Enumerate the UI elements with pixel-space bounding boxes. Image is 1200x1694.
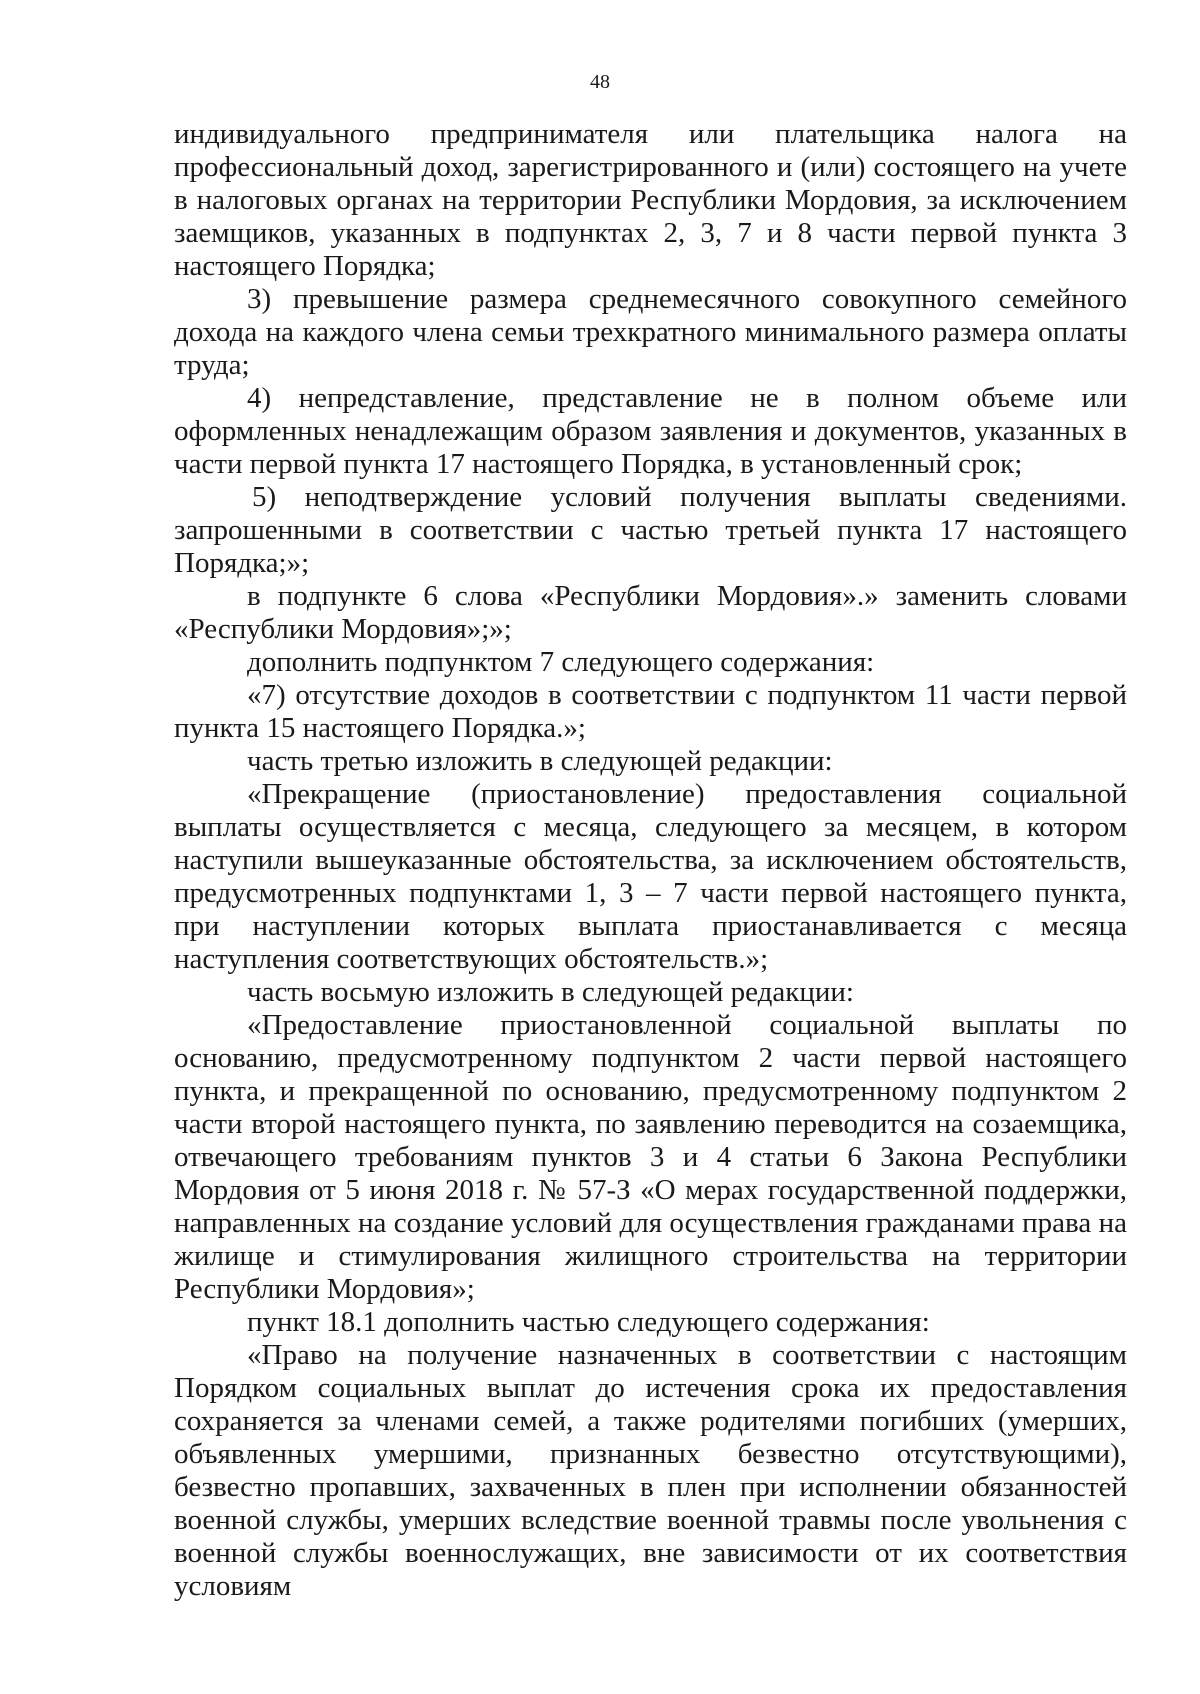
paragraph-item-3: 3) превышение размера среднемесячного совокупного семейного дохода на каждого члена семьи трехкратного минимального размера оплаты труда; (174, 283, 1127, 381)
paragraph-part-three-text: «Прекращение (приостановление) предоставления социальной выплаты осуществляется с месяца, следующего за месяцем, в котором наступили вышеуказанные обстоятельства, за исключением обстоятельств, предусмотренных подпунктами 1, 3 – 7 части первой настоящего пункта, при наступлении которых выплата приостанавливается с месяца наступления соответствующих обстоятельств.»; (174, 778, 1127, 975)
paragraph-item-18-1-text: «Право на получение назначенных в соответствии с настоящим Порядком социальных выплат до истечения срока их предоставления сохраняется за членами семей, а также родителями погибших (умерших, объявленных умершими, признанных безвестно отсутствующими), безвестно пропавших, захваченных в плен при исполнении обязанностей военной службы, умерших вследствие военной травмы после увольнения с военной службы военнослужащих, вне зависимости от их соответствия условиям (174, 1339, 1127, 1602)
paragraph-subitem-6-amendment: в подпункте 6 слова «Республики Мордовия».» заменить словами «Республики Мордовия»;»; (174, 580, 1127, 645)
paragraph-part-eight-text: «Предоставление приостановленной социальной выплаты по основанию, предусмотренному подпунктом 2 части первой настоящего пункта, и прекращенной по основанию, предусмотренному подпунктом 2 части второй настоящего пункта, по заявлению переводится на созаемщика, отвечающего требованиям пунктов 3 и 4 статьи 6 Закона Республики Мордовия от 5 июня 2018 г. № 57-З «О мерах государственной поддержки, направленных на создание условий для осуществления гражданами права на жилище и стимулирования жилищного строительства на территории Республики Мордовия»; (174, 1009, 1127, 1305)
page-number: 48 (590, 71, 610, 93)
document-body (174, 118, 1127, 1603)
paragraph-item-5: 5) неподтверждение условий получения выплаты сведениями. запрошенными в соответствии с частью третьей пункта 17 настоящего Порядка;»; (174, 481, 1127, 579)
paragraph-add-subitem-7: дополнить подпунктом 7 следующего содержания: (247, 646, 875, 678)
paragraph-continuation: индивидуального предпринимателя или плательщика налога на профессиональный доход, зарегистрированного и (или) состоящего на учете в налоговых органах на территории Республики Мордовия, за исключением заемщиков, указанных в подпунктах 2, 3, 7 и 8 части первой пункта 3 настоящего Порядка; (174, 118, 1127, 282)
paragraph-subitem-7-text: «7) отсутствие доходов в соответствии с подпунктом 11 части первой пункта 15 настоящего Порядка.»; (174, 679, 1127, 744)
paragraph-part-three-heading: часть третью изложить в следующей редакции: (247, 745, 833, 777)
paragraph-item-18-1-heading: пункт 18.1 дополнить частью следующего содержания: (247, 1306, 930, 1338)
paragraph-item-4: 4) непредставление, представление не в полном объеме или оформленных ненадлежащим образом заявления и документов, указанных в части первой пункта 17 настоящего Порядка, в установленный срок; (174, 382, 1127, 480)
paragraph-part-eight-heading: часть восьмую изложить в следующей редакции: (247, 976, 854, 1008)
